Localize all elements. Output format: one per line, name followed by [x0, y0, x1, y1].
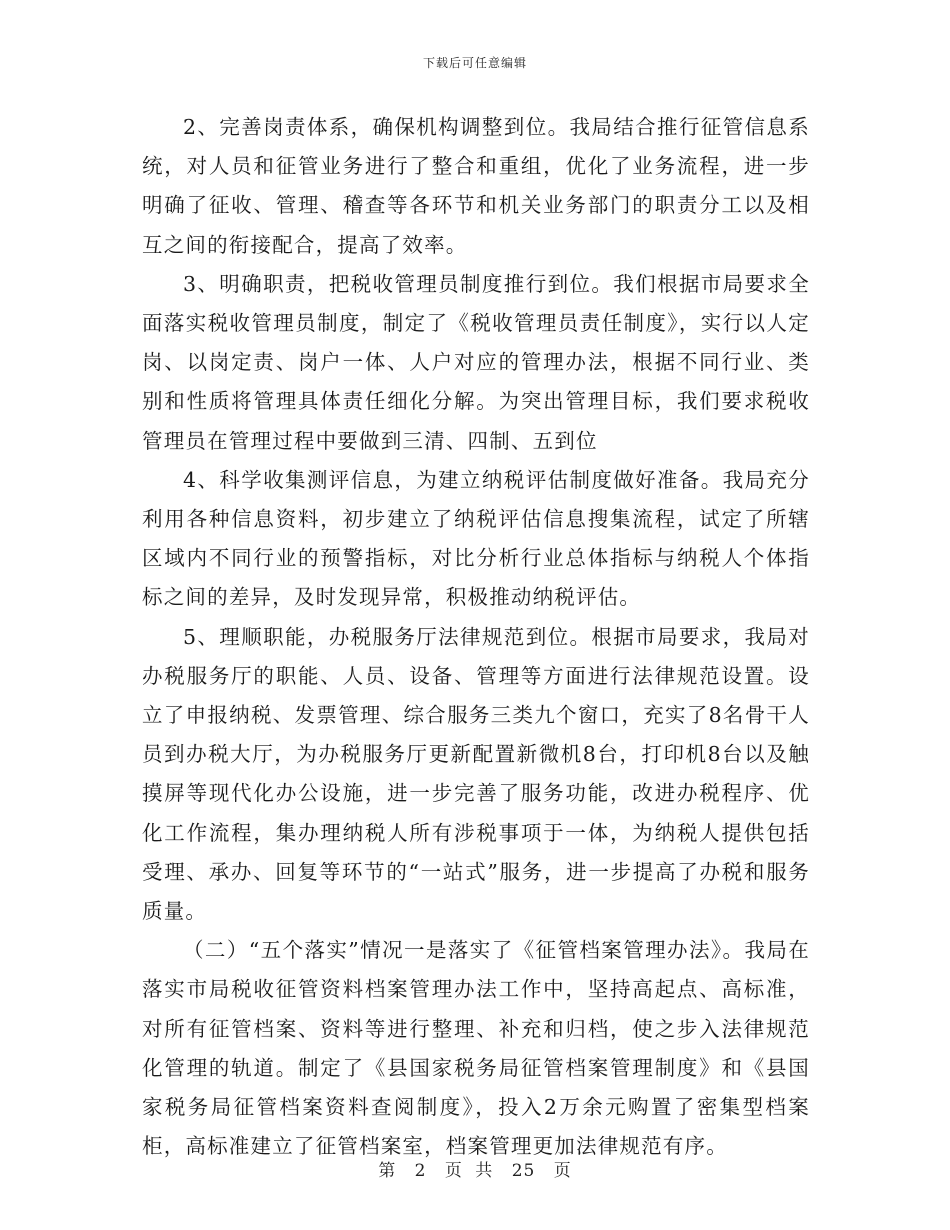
footer-suffix: 页	[553, 1161, 572, 1181]
header-note: 下载后可任意编辑	[422, 56, 527, 70]
document-body	[142, 108, 810, 1166]
paragraph-1: 2、完善岗责体系，确保机构调整到位。我局结合推行征管信息系统，对人员和征管业务进行了整合和重组，优化了业务流程，进一步明确了征收、管理、稽查等各环节和机关业务部门的职责分工以及相互之间的衔接配合，提高了效率。	[142, 115, 810, 257]
page-footer	[0, 1156, 950, 1181]
footer-total-pages: 25	[511, 1161, 536, 1181]
footer-page-number: 2	[414, 1161, 427, 1181]
paragraph-4: 5、理顺职能，办税服务厅法律规范到位。根据市局要求，我局对办税服务厅的职能、人员、设备、管理等方面进行法律规范设置。设立了申报纳税、发票管理、综合服务三类九个窗口，充实了8名骨干人员到办税大厅，为办税服务厅更新配置新微机8台，打印机8台以及触摸屏等现代化办公设施，进一步完善了服务功能，改进办税程序、优化工作流程，集办理纳税人所有涉税事项于一体，为纳税人提供包括受理、承办、回复等环节的“一站式”服务，进一步提高了办税和服务质量。	[142, 624, 810, 924]
paragraph-3: 4、科学收集测评信息，为建立纳税评估制度做好准备。我局充分利用各种信息资料，初步建立了纳税评估信息搜集流程，试定了所辖区域内不同行业的预警指标，对比分析行业总体指标与纳税人个体指标之间的差异，及时发现异常，积极推动纳税评估。	[142, 467, 810, 610]
paragraph-2: 3、明确职责，把税收管理员制度推行到位。我们根据市局要求全面落实税收管理员制度，制定了《税收管理员责任制度》，实行以人定岗、以岗定责、岗户一体、人户对应的管理办法，根据不同行业、类别和性质将管理具体责任细化分解。为突出管理目标，我们要求税收管理员在管理过程中要做到三清、四制、五到位	[142, 271, 810, 453]
footer-prefix: 第	[378, 1161, 397, 1181]
footer-middle: 页 共	[444, 1161, 494, 1181]
paragraph-5: （二）“五个落实”情况一是落实了《征管档案管理办法》。我局在落实市局税收征管资料档案管理办法工作中，坚持高起点、高标准，对所有征管档案、资料等进行整理、补充和归档，使之步入法律规范化管理的轨道。制定了《县国家税务局征管档案管理制度》和《县国家税务局征管档案资料查阅制度》，投入2万余元购置了密集型档案柜，高标准建立了征管档案室，档案管理更加法律规范有序。	[142, 938, 810, 1159]
